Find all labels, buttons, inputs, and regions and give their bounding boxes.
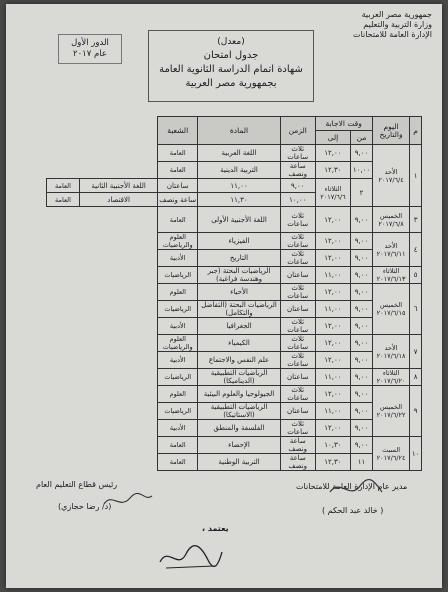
- table-row: [47, 420, 422, 437]
- row-from-time: ٩,٠٠: [351, 233, 373, 250]
- row-subject: اللغة الأجنبية الأولى: [198, 207, 281, 233]
- row-to-time: ١٢,٠٠: [315, 145, 351, 162]
- row-from-time: ٩,٠٠: [351, 437, 373, 454]
- row-subject: الجغرافيا: [198, 318, 281, 335]
- row-to-time: ١٢,٠٠: [315, 352, 351, 369]
- session-line: الدور الأول: [71, 38, 109, 48]
- row-subject: الكيمياء: [198, 335, 281, 352]
- row-duration: ساعتان: [280, 403, 315, 420]
- row-subject: الرياضيات البحتة (التفاضل والتكامل): [198, 301, 281, 318]
- row-to-time: ١٢,٠٠: [315, 335, 351, 352]
- row-subject: الرياضيات التطبيقية (الديناميكا): [198, 369, 281, 386]
- row-branch: العامة: [47, 179, 80, 193]
- row-day-date: الأحد ٢٠١٧/٦/١٨: [372, 335, 409, 369]
- row-subject: التربية الوطنية: [198, 454, 281, 471]
- table-row: [47, 437, 422, 454]
- row-to-time: ١٢,٠٠: [315, 233, 351, 250]
- row-to-time: ١١,٣٠: [198, 193, 281, 207]
- row-duration: ثلاث ساعات: [280, 420, 315, 437]
- row-duration: ساعتان: [280, 369, 315, 386]
- row-branch: العلوم: [158, 284, 198, 301]
- title-line: (معدل): [217, 37, 245, 47]
- row-to-time: ١٢,٠٠: [315, 386, 351, 403]
- table-row: [47, 162, 422, 179]
- row-number: ٣: [410, 207, 422, 233]
- row-branch: الرياضيات: [158, 369, 198, 386]
- table-row: [47, 386, 422, 403]
- row-branch: الأدبية: [158, 420, 198, 437]
- row-subject: علم النفس والاجتماع: [198, 352, 281, 369]
- row-branch: الرياضيات: [158, 267, 198, 284]
- row-from-time: ٩,٠٠: [351, 301, 373, 318]
- row-subject: الرياضيات التطبيقية (الاستاتيكا): [198, 403, 281, 420]
- row-day-date: الخميس ٢٠١٧/٦/١٥: [372, 284, 409, 335]
- row-duration: ثلاث ساعات: [280, 352, 315, 369]
- row-number: ٨: [410, 369, 422, 386]
- row-branch: العامة: [158, 162, 198, 179]
- director-name: ( خالد عبد الحكم ): [322, 506, 384, 515]
- row-subject: الرياضيات البحتة (جبر وهندسة فراغية): [198, 267, 281, 284]
- header-to: إلى: [315, 131, 351, 145]
- row-from-time: ١٠,٠٠: [351, 162, 373, 179]
- exam-schedule-table: [46, 116, 422, 471]
- row-from-time: ١١: [351, 454, 373, 471]
- row-from-time: ٩,٠٠: [351, 318, 373, 335]
- row-duration: ثلاث ساعات: [280, 250, 315, 267]
- director-label: مدير عام الإدارة العامة للامتحانات: [296, 482, 408, 491]
- table-row: [47, 267, 422, 284]
- row-to-time: ١٢,٠٠: [315, 318, 351, 335]
- table-row: [47, 352, 422, 369]
- ministry-header: [353, 10, 432, 40]
- row-duration: ثلاث ساعات: [280, 233, 315, 250]
- row-to-time: ١١,٠٠: [315, 267, 351, 284]
- document-page: [6, 4, 442, 588]
- session-line: عام ٢٠١٧: [73, 49, 107, 59]
- ministry-line: الإدارة العامة للامتحانات: [353, 30, 432, 39]
- row-branch: الأدبية: [158, 318, 198, 335]
- row-duration: ساعة ونصف: [280, 162, 315, 179]
- row-branch: الأدبية: [158, 352, 198, 369]
- session-box: [58, 34, 122, 64]
- header-time: وقت الاجابة: [315, 117, 372, 131]
- row-to-time: ١٢,٠٠: [315, 284, 351, 301]
- row-from-time: ٩,٠٠: [351, 420, 373, 437]
- approval-label: يعتمد ،: [202, 524, 229, 533]
- row-subject: اللغة الأجنبية الثانية: [79, 179, 157, 193]
- row-from-time: ٩,٠٠: [351, 352, 373, 369]
- row-from-time: ٩,٠٠: [351, 250, 373, 267]
- row-duration: ساعتان: [158, 179, 198, 193]
- row-duration: ثلاث ساعات: [280, 207, 315, 233]
- row-number: ١: [410, 145, 422, 207]
- header-day: اليوم والتاريخ: [372, 117, 409, 145]
- row-duration: ثلاث ساعات: [280, 335, 315, 352]
- approval-signature: [156, 540, 226, 574]
- row-to-time: ١١,٠٠: [198, 179, 281, 193]
- row-to-time: ١٢,٣٠: [315, 454, 351, 471]
- row-to-time: ١٢,٣٠: [315, 162, 351, 179]
- title-line: شهادة اتمام الدراسة الثانوية العامة: [159, 64, 303, 75]
- row-subject: الفلسفة والمنطق: [198, 420, 281, 437]
- row-subject: التاريخ: [198, 250, 281, 267]
- row-day-date: الأحد ٢٠١٧/٦/٤: [372, 145, 409, 207]
- row-branch: العامة: [47, 193, 80, 207]
- table-row: [47, 403, 422, 420]
- row-duration: ثلاث ساعات: [280, 386, 315, 403]
- header-duration: الزمن: [280, 117, 315, 145]
- row-subject: الإحصاء: [198, 437, 281, 454]
- row-day-date: السبت ٢٠١٧/٦/٢٤: [372, 437, 409, 471]
- row-branch: العامة: [158, 454, 198, 471]
- schedule-body: [47, 145, 422, 471]
- table-row: [47, 301, 422, 318]
- row-day-date: الخميس ٢٠١٧/٦/٢٢: [372, 386, 409, 437]
- row-day-date: الخميس ٢٠١٧/٦/٨: [372, 207, 409, 233]
- row-from-time: ٩,٠٠: [280, 179, 315, 193]
- title-box: [148, 30, 314, 102]
- sector-head-signature: [100, 488, 156, 512]
- row-to-time: ١٢,٠٠: [315, 420, 351, 437]
- row-subject: الأحياء: [198, 284, 281, 301]
- table-row: [47, 250, 422, 267]
- row-duration: ساعة ونصف: [158, 193, 198, 207]
- director-signature: [326, 474, 386, 504]
- row-number: ٦: [410, 284, 422, 335]
- table-row: [47, 179, 422, 193]
- row-from-time: ٩,٠٠: [351, 386, 373, 403]
- row-from-time: ٩,٠٠: [351, 145, 373, 162]
- row-duration: ساعة ونصف: [280, 454, 315, 471]
- row-subject: التربية الدينية: [198, 162, 281, 179]
- row-from-time: ٩,٠٠: [351, 207, 373, 233]
- sector-head-name: (د/ رضا حجازي): [58, 502, 112, 511]
- row-day-date: الثلاثاء ٢٠١٧/٦/٦: [315, 179, 351, 207]
- table-row: [47, 207, 422, 233]
- row-branch: الأدبية: [158, 250, 198, 267]
- row-branch: الرياضيات: [158, 403, 198, 420]
- row-branch: العلوم والرياضيات: [158, 335, 198, 352]
- row-to-time: ١٢,٠٠: [315, 207, 351, 233]
- ministry-line: جمهورية مصر العربية: [361, 10, 432, 19]
- row-day-date: الأحد ٢٠١٧/٦/١١: [372, 233, 409, 267]
- row-to-time: ١٢,٠٠: [315, 250, 351, 267]
- row-day-date: الثلاثاء ٢٠١٧/٦/١٣: [372, 267, 409, 284]
- row-branch: العلوم: [158, 386, 198, 403]
- header-from: من: [351, 131, 373, 145]
- title-line: بجمهورية مصر العربية: [185, 78, 277, 89]
- row-branch: العامة: [158, 207, 198, 233]
- row-day-date: الثلاثاء ٢٠١٧/٦/٢٠: [372, 369, 409, 386]
- row-from-time: ٩,٠٠: [351, 369, 373, 386]
- row-from-time: ٩,٠٠: [351, 284, 373, 301]
- row-number: ٧: [410, 335, 422, 369]
- row-to-time: ١١,٠٠: [315, 369, 351, 386]
- table-row: [47, 145, 422, 162]
- row-branch: العامة: [158, 145, 198, 162]
- table-row: [47, 318, 422, 335]
- row-number: ٥: [410, 267, 422, 284]
- table-row: [47, 233, 422, 250]
- row-from-time: ١٠,٠٠: [280, 193, 315, 207]
- row-to-time: ١٠,٣٠: [315, 437, 351, 454]
- row-number: ٩: [410, 386, 422, 437]
- ministry-line: وزارة التربية والتعليم: [363, 20, 432, 29]
- row-duration: ساعتان: [280, 267, 315, 284]
- row-branch: الرياضيات: [158, 301, 198, 318]
- row-duration: ساعة ونصف: [280, 437, 315, 454]
- row-number: ٢: [351, 179, 373, 207]
- row-branch: العلوم والرياضيات: [158, 233, 198, 250]
- row-to-time: ١١,٠٠: [315, 403, 351, 420]
- row-duration: ثلاث ساعات: [280, 145, 315, 162]
- table-row: [47, 369, 422, 386]
- table-row: [47, 335, 422, 352]
- header-branch: الشعبة: [158, 117, 198, 145]
- row-from-time: ٩,٠٠: [351, 403, 373, 420]
- sector-head-label: رئيس قطاع التعليم العام: [36, 480, 118, 489]
- row-from-time: ٩,٠٠: [351, 267, 373, 284]
- row-duration: ثلاث ساعات: [280, 318, 315, 335]
- row-duration: ساعتان: [280, 301, 315, 318]
- row-to-time: ١١,٠٠: [315, 301, 351, 318]
- table-row: [47, 284, 422, 301]
- row-subject: الجيولوجيا والعلوم البيئية: [198, 386, 281, 403]
- row-duration: ثلاث ساعات: [280, 284, 315, 301]
- row-subject: الفيزياء: [198, 233, 281, 250]
- header-subject: المادة: [198, 117, 281, 145]
- row-from-time: ٩,٠٠: [351, 335, 373, 352]
- row-number: ١٠: [410, 437, 422, 471]
- table-row: [47, 454, 422, 471]
- row-subject: الاقتصاد: [79, 193, 157, 207]
- row-branch: العامة: [158, 437, 198, 454]
- header-num: م: [410, 117, 422, 145]
- row-subject: اللغة العربية: [198, 145, 281, 162]
- title-line: جدول امتحان: [203, 50, 259, 61]
- row-number: ٤: [410, 233, 422, 267]
